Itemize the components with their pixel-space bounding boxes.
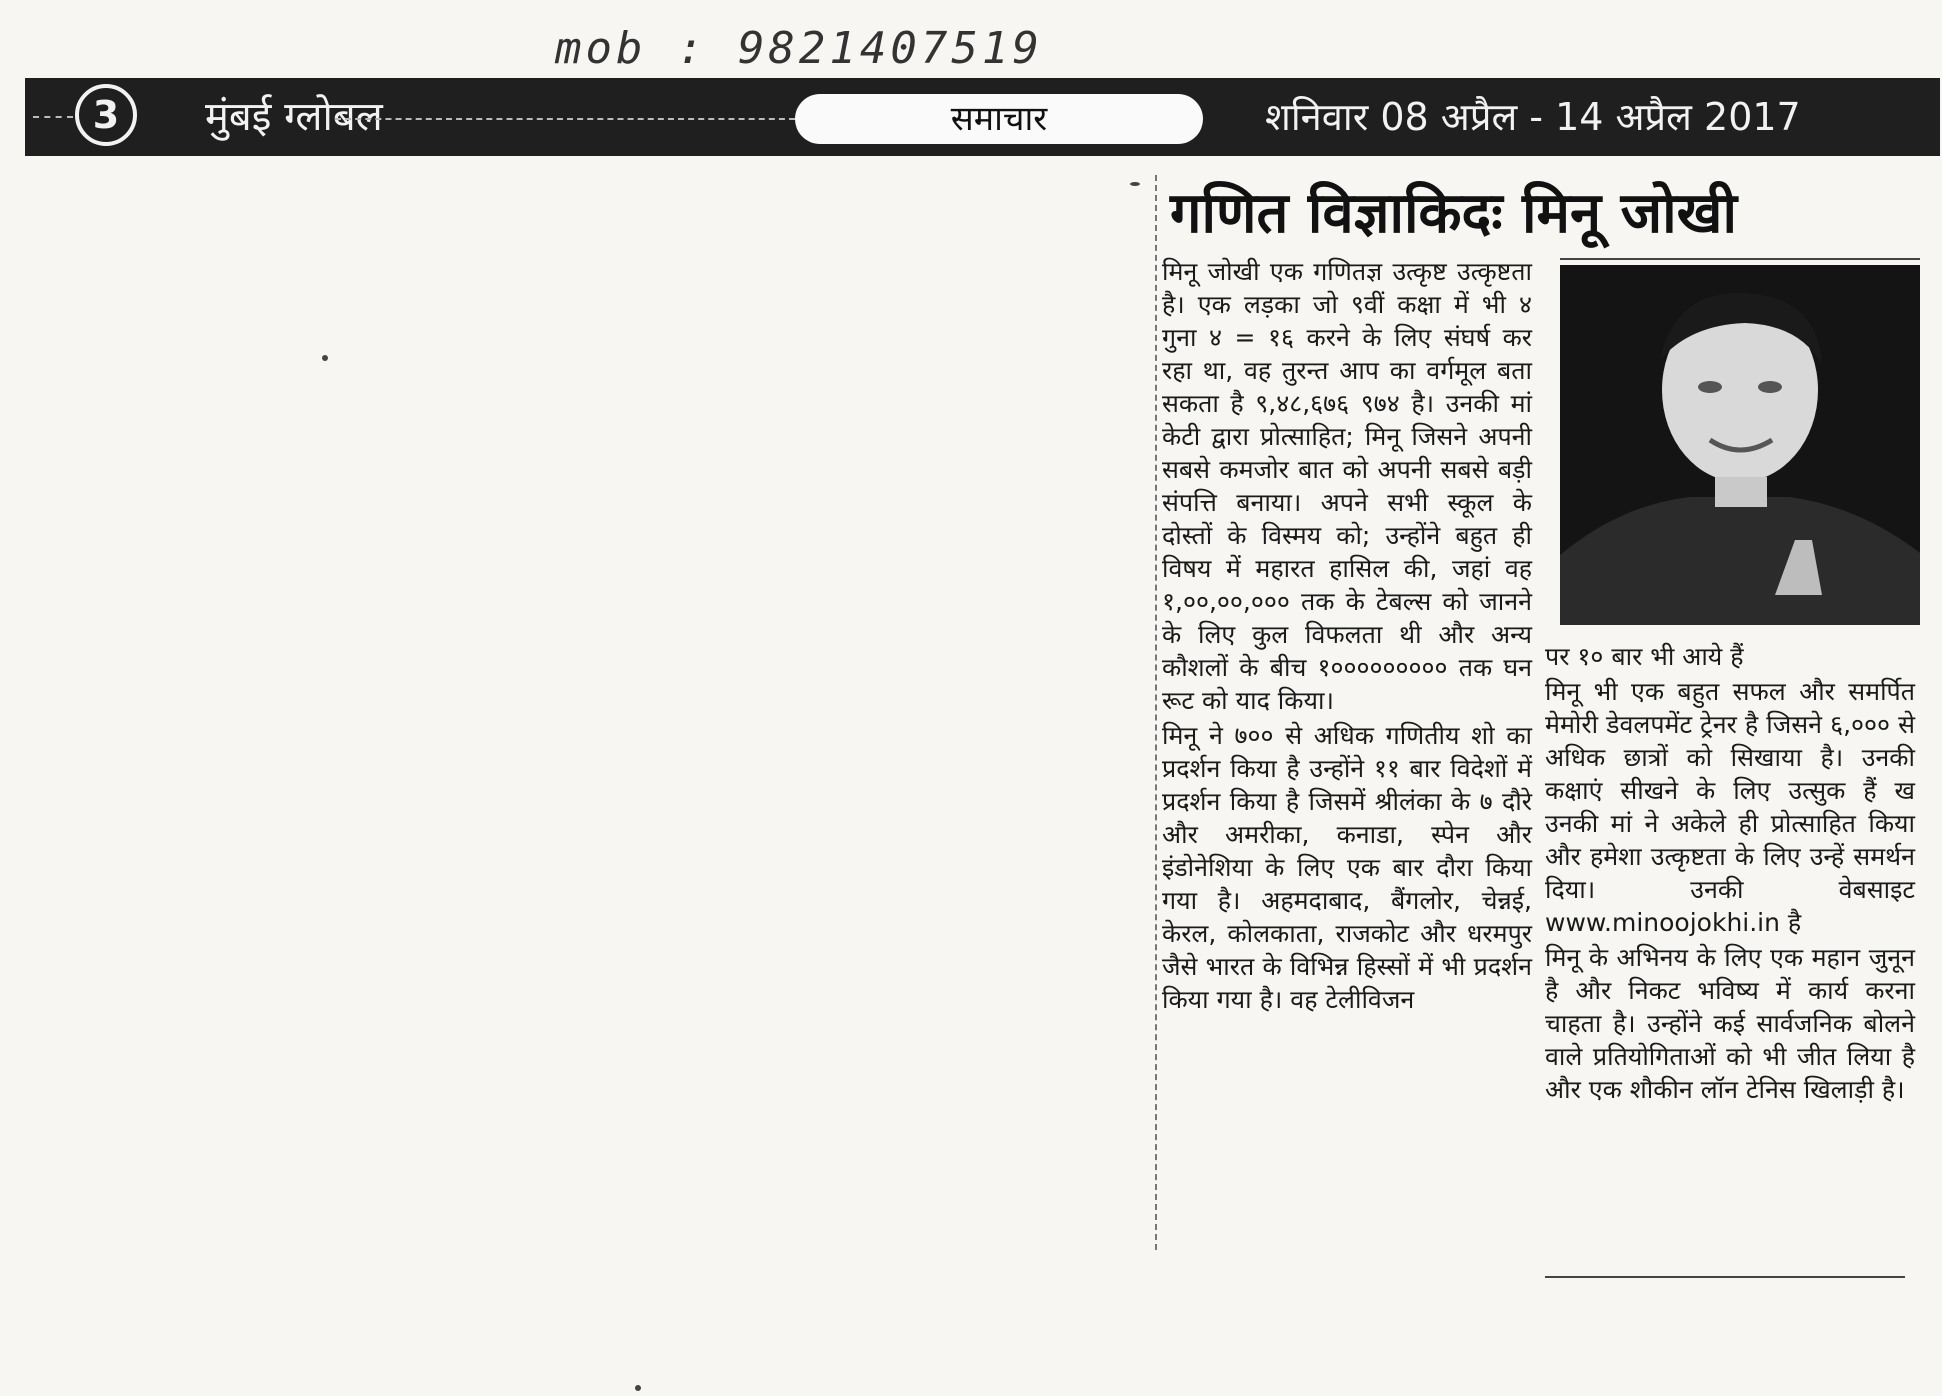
portrait-photo (1560, 265, 1920, 625)
paragraph: मिनू भी एक बहुत सफल और समर्पित मेमोरी डेवलपमेंट ट्रेनर है जिसने ६,००० से अधिक छात्रों को सिखाया है। उनकी कक्षाएं सीखने के लिए उत्सुक हैं ख उनकी मां ने अकेले ही प्रोत्साहित किया और हमेशा उत्कृष्टता के लिए उन्हें समर्थन दिया। उनकी वेबसाइट www.minoojokhi.in है (1545, 677, 1915, 937)
section-label: समाचार (795, 94, 1203, 144)
article-bottom-rule (1545, 1276, 1905, 1278)
paragraph: पर १० बार भी आये हैं (1545, 642, 1744, 671)
paragraph: मिनू ने ७०० से अधिक गणितीय शो का प्रदर्शन किया है उन्होंने ११ बार विदेशों में प्रदर्शन किया है जिसमें श्रीलंका के ७ दौरे और अमरीका, कनाडा, स्पेन और इंडोनेशिया के लिए एक बार दौरा किया गया है। अहमदाबाद, बैंगलोर, चेन्नई, केरल, कोलकाता, राजकोट और धरमपुर जैसे भारत के विभिन्न हिस्सों में भी प्रदर्शन किया गया है। वह टेलीविजन (1162, 721, 1532, 1014)
scan-speck (1130, 182, 1140, 186)
photo-top-rule (1560, 258, 1920, 260)
paragraph: मिनू के अभिनय के लिए एक महान जुनून है और निकट भविष्य में कार्य करना चाहता है। उन्होंने कई सार्वजनिक बोलने वाले प्रतियोगिताओं को भी जीत लिया है और एक शौकीन लॉन टेनिस खिलाड़ी है। (1545, 943, 1915, 1104)
header-dash-mid (335, 118, 795, 120)
article-border (1155, 175, 1157, 1250)
paragraph: मिनू जोखी एक गणितज्ञ उत्कृष्ट उत्कृष्टता है। एक लड़का जो ९वीं कक्षा में भी ४ गुना ४ = १६ करने के लिए संघर्ष कर रहा था, वह तुरन्त आप का वर्गमूल बता सकता है ९,४८,६७६ ९७४ है। उनकी मां केटी द्वारा प्रोत्साहित; मिनू जिसने अपनी सबसे कमजोर बात को अपनी सबसे बड़ी संपत्ति बनाया। अपने सभी स्कूल के दोस्तों के विस्मय को; उन्होंने बहुत ही विषय में महारत हासिल की, जहां वह १,००,००,००० तक के टेबल्स को जानने के लिए कुल विफलता थी और अन्य कौशलों के बीच १००००००००० तक घन रूट को याद किया। (1162, 257, 1532, 715)
portrait-illustration (1560, 265, 1920, 625)
page-number-badge: 3 (75, 84, 137, 146)
article-headline: गणित विज्ञाकिदः मिनू जोखी (1170, 181, 1737, 246)
article-column-2 (1545, 640, 1915, 1108)
scan-speck (635, 1385, 641, 1391)
article-column-1 (1162, 255, 1532, 1018)
scan-speck (322, 355, 328, 361)
handwritten-phone-note: mob : 9821407519 (555, 23, 1043, 74)
header-dash-left (33, 116, 73, 118)
issue-date: शनिवार 08 अप्रैल - 14 अप्रैल 2017 (1265, 95, 1801, 139)
page-header-bar (25, 78, 1940, 156)
publication-name: मुंबई ग्लोबल (205, 94, 383, 140)
